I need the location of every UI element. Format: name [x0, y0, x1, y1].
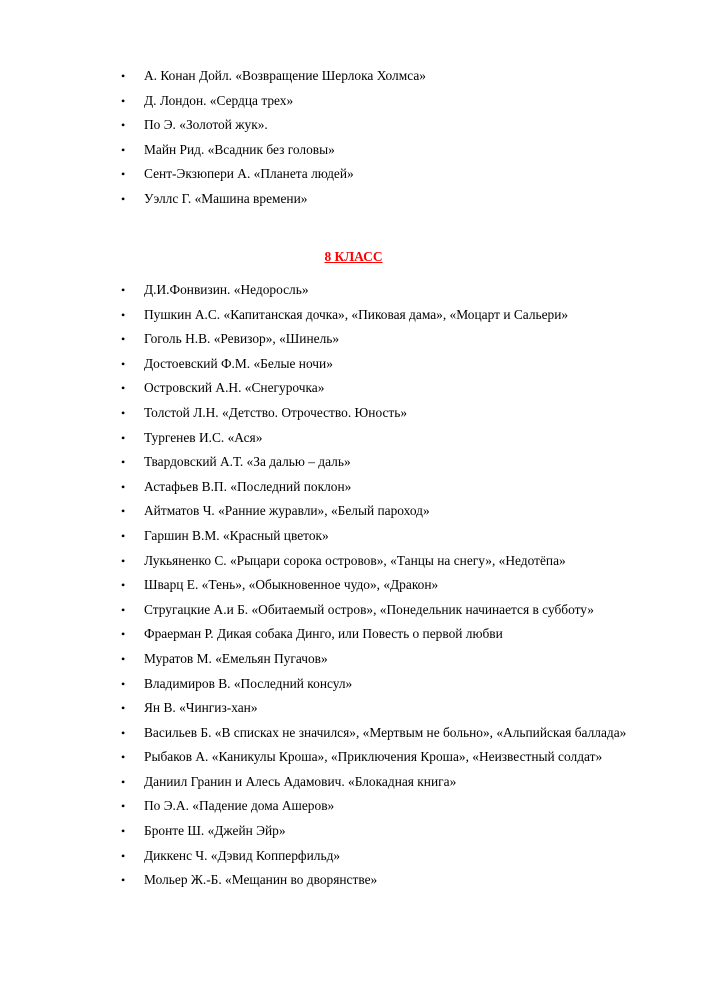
bullet-icon: •	[121, 553, 126, 568]
section-heading: 8 КЛАСС	[324, 249, 383, 264]
list-item	[0, 278, 707, 303]
list-item	[0, 745, 707, 770]
list-item	[0, 622, 707, 647]
list-item-text: Владимиров В. «Последний консул»	[144, 675, 353, 691]
list-item-text: Стругацкие А.и Б. «Обитаемый остров», «Понедельник начинается в субботу»	[144, 601, 595, 617]
list-item-text: Твардовский А.Т. «За далью – даль»	[144, 454, 351, 470]
bullet-icon: •	[121, 774, 126, 789]
list-item-text: По Э. «Золотой жук».	[144, 117, 268, 133]
bullet-icon: •	[121, 651, 126, 666]
list-item	[0, 113, 707, 138]
list-item-text: Гоголь Н.В. «Ревизор», «Шинель»	[144, 331, 340, 347]
list-item-text: Гаршин В.М. «Красный цветок»	[144, 527, 329, 543]
bullet-icon: •	[121, 602, 126, 617]
list-item	[0, 89, 707, 114]
list-item-text: Астафьев В.П. «Последний поклон»	[144, 478, 352, 494]
list-item	[0, 303, 707, 328]
bullet-icon: •	[121, 725, 126, 740]
list-item	[0, 475, 707, 500]
bullet-icon: •	[121, 479, 126, 494]
top-book-list	[0, 64, 707, 212]
bullet-icon: •	[121, 528, 126, 543]
list-item	[0, 598, 707, 623]
list-item	[0, 426, 707, 451]
bullet-icon: •	[121, 283, 126, 297]
list-item	[0, 549, 707, 574]
bullet-icon: •	[121, 701, 126, 716]
list-item	[0, 187, 707, 212]
bullet-icon: •	[121, 504, 126, 519]
list-item	[0, 327, 707, 352]
list-item-text: Ян В. «Чингиз-хан»	[144, 700, 258, 716]
list-item	[0, 352, 707, 377]
list-item	[0, 376, 707, 401]
bullet-icon: •	[121, 848, 126, 863]
list-item	[0, 868, 707, 893]
list-item-text: Фраерман Р. Дикая собака Динго, или Повесть о первой любви	[144, 626, 503, 642]
bullet-icon: •	[121, 430, 126, 445]
bullet-icon: •	[121, 191, 126, 206]
list-item	[0, 819, 707, 844]
list-item	[0, 64, 707, 89]
list-item-text: Айтматов Ч. «Ранние журавли», «Белый пароход»	[144, 503, 430, 519]
list-item-text: Даниил Гранин и Алесь Адамович. «Блокадная книга»	[144, 773, 457, 789]
list-item	[0, 524, 707, 549]
list-item	[0, 162, 707, 187]
list-item-text: Рыбаков А. «Каникулы Кроша», «Приключения Кроша», «Неизвестный солдат»	[144, 749, 603, 765]
list-item-text: Лукьяненко С. «Рыцари сорока островов», «Танцы на снегу», «Недотёпа»	[144, 552, 566, 568]
bullet-icon: •	[121, 142, 126, 157]
list-item-text: Тургенев И.С. «Ася»	[144, 429, 263, 445]
list-item-text: Шварц Е. «Тень», «Обыкновенное чудо», «Дракон»	[144, 577, 439, 593]
list-item	[0, 499, 707, 524]
list-item-text: Бронте Ш. «Джейн Эйр»	[144, 823, 286, 839]
list-item	[0, 770, 707, 795]
bullet-icon: •	[121, 69, 126, 83]
list-item-text: Сент-Экзюпери А. «Планета людей»	[144, 166, 354, 182]
bullet-icon: •	[121, 332, 126, 347]
list-item	[0, 672, 707, 697]
bullet-icon: •	[121, 307, 126, 322]
bullet-icon: •	[121, 167, 126, 182]
bullet-icon: •	[121, 93, 126, 108]
bullet-icon: •	[121, 455, 126, 470]
bullet-icon: •	[121, 873, 126, 888]
list-item-text: Толстой Л.Н. «Детство. Отрочество. Юность»	[144, 404, 408, 420]
list-item-text: Островский А.Н. «Снегурочка»	[144, 380, 325, 396]
bullet-icon: •	[121, 824, 126, 839]
bullet-icon: •	[121, 750, 126, 765]
bullet-icon: •	[121, 578, 126, 593]
list-item	[0, 721, 707, 746]
list-item	[0, 696, 707, 721]
list-item-text: Васильев Б. «В списках не значился», «Мертвым не больно», «Альпийская баллада»	[144, 724, 627, 740]
list-item	[0, 794, 707, 819]
list-item-text: Муратов М. «Емельян Пугачов»	[144, 650, 328, 666]
list-item-text: Майн Рид. «Всадник без головы»	[144, 141, 335, 157]
list-item	[0, 647, 707, 672]
grade-8-book-list	[0, 278, 707, 893]
list-item-text: По Э.А. «Падение дома Ашеров»	[144, 798, 335, 814]
bullet-icon: •	[121, 356, 126, 371]
list-item	[0, 450, 707, 475]
list-item-text: Диккенс Ч. «Дэвид Копперфильд»	[144, 847, 341, 863]
bullet-icon: •	[121, 676, 126, 691]
list-item-text: Достоевский Ф.М. «Белые ночи»	[144, 355, 333, 371]
bullet-icon: •	[121, 381, 126, 396]
bullet-icon: •	[121, 405, 126, 420]
list-item	[0, 401, 707, 426]
list-item-text: Пушкин А.С. «Капитанская дочка», «Пиковая дама», «Моцарт и Сальери»	[144, 306, 569, 322]
bullet-icon: •	[121, 118, 126, 133]
list-item-text: А. Конан Дойл. «Возвращение Шерлока Холмса»	[144, 68, 426, 83]
list-item-text: Д.И.Фонвизин. «Недоросль»	[144, 282, 309, 297]
list-item-text: Д. Лондон. «Сердца трех»	[144, 92, 294, 108]
list-item	[0, 138, 707, 163]
list-item-text: Мольер Ж.-Б. «Мещанин во дворянстве»	[144, 872, 378, 888]
list-item	[0, 844, 707, 869]
list-item	[0, 573, 707, 598]
list-item-text: Уэллс Г. «Машина времени»	[144, 190, 308, 206]
bullet-icon: •	[121, 799, 126, 814]
bullet-icon: •	[121, 627, 126, 642]
